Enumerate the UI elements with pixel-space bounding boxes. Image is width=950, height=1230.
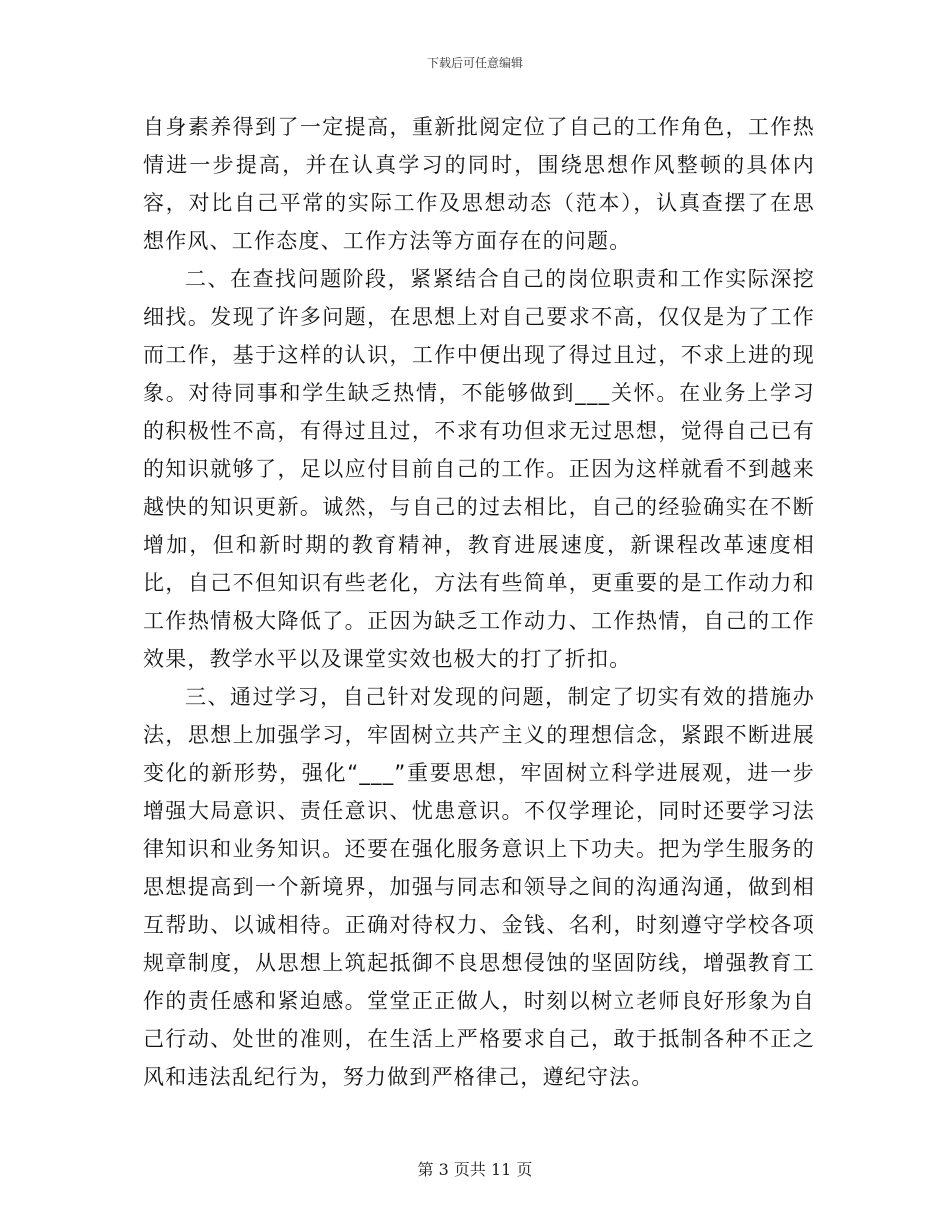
document-body	[143, 108, 815, 1096]
paragraph-continuation: 自身素养得到了一定提高，重新批阅定位了自己的工作角色，工作热情进一步提高，并在认真学习的同时，围绕思想作风整顿的具体内容，对比自己平常的实际工作及思想动态（范本），认真查摆了在思想作风、工作态度、工作方法等方面存在的问题。	[143, 115, 815, 253]
paragraph-section-three: 三、通过学习，自己针对发现的问题，制定了切实有效的措施办法，思想上加强学习，牢固树立共产主义的理想信念，紧跟不断进展变化的新形势，强化“___”重要思想，牢固树立科学进展观，进一步增强大局意识、责任意识、忧患意识。不仅学理论，同时还要学习法律知识和业务知识。还要在强化服务意识上下功夫。把为学生服务的思想提高到一个新境界，加强与同志和领导之间的沟通沟通，做到相互帮助、以诚相待。正确对待权力、金钱、名利，时刻遵守学校各项规章制度，从思想上筑起抵御不良思想侵蚀的坚固防线，增强教育工作的责任感和紧迫感。堂堂正正做人，时刻以树立老师良好形象为自己行动、处世的准则，在生活上严格要求自己，敢于抵制各种不正之风和违法乱纪行为，努力做到严格律己，遵纪守法。	[143, 685, 815, 1089]
page-number-footer: 第 3 页共 11 页	[417, 1160, 533, 1179]
page-header: 下载后可任意编辑	[426, 56, 523, 70]
paragraph-section-two: 二、在查找问题阶段，紧紧结合自己的岗位职责和工作实际深挖细找。发现了许多问题，在思想上对自己要求不高，仅仅是为了工作而工作，基于这样的认识，工作中便出现了得过且过，不求上进的现象。对待同事和学生缺乏热情，不能够做到___关怀。在业务上学习的积极性不高，有得过且过，不求有功但求无过思想，觉得自己已有的知识就够了，足以应付目前自己的工作。正因为这样就看不到越来越快的知识更新。诚然，与自己的过去相比，自己的经验确实在不断增加，但和新时期的教育精神，教育进展速度，新课程改革速度相比，自己不但知识有些老化，方法有些简单，更重要的是工作动力和工作热情极大降低了。正因为缺乏工作动力、工作热情，自己的工作效果，教学水平以及课堂实效也极大的打了折扣。	[143, 267, 815, 671]
